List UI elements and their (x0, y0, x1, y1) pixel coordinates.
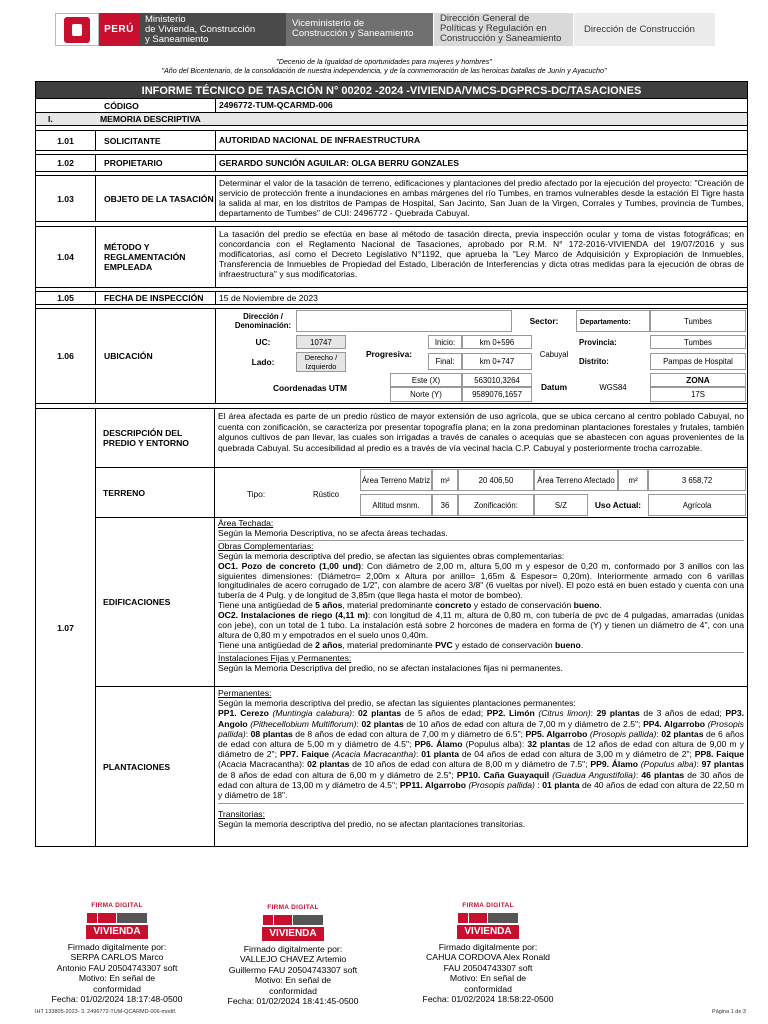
instalaciones-text: Según la Memoria Descriptiva del predio, no se afectan instalaciones fijas ni permanentes. (218, 662, 563, 673)
descripcion-label: DESCRIPCIÓN DEL PREDIO Y ENTORNO (95, 409, 215, 467)
datum-value: WGS84 (599, 383, 627, 392)
departamento-label: Departamento: (576, 310, 650, 332)
uc-label: UC: (255, 336, 271, 347)
propietario-value: GERARDO SUNCIÓN AGUILAR: OLGA BERRU GONZALES (219, 157, 459, 168)
coordenadas-label: Coordenadas UTM (273, 382, 347, 393)
altitud-label: Altitud msnm. (360, 494, 432, 516)
uc-value: 10747 (296, 335, 346, 349)
oc2-age: Tiene una antigüedad de 2 años, material predominante PVC y estado de conservación bueno. (218, 641, 744, 653)
datum-label: Datum (540, 382, 568, 392)
section-107-num: 1.07 (35, 408, 96, 847)
sector-label: Sector: (529, 315, 559, 326)
row-plantaciones (95, 687, 748, 847)
progresiva-label: Progresiva: (365, 348, 413, 359)
section-header (35, 113, 748, 126)
objeto-value: Determinar el valor de la tasación de terreno, edificaciones y plantaciones del predio afectado por la ejecución del proyecto: "Creación de servicio de protección frente a inundaciones en ambas márgenes del río Tumbes, en tramos vulnerables desde la estación El Tigre hasta la salida al mar, en los distritos de Pampas de Hospital, San Jacinto, San Juan de la Virgen, Corrales y Tumbes, provincia de Tumbes, departamento de Tumbes" de CUI: 2496772 - Quebrada Cabuyal. (219, 178, 744, 219)
permanentes-intro: Según la memoria descriptiva del predio, se afectan las siguientes plantaciones permanentes: (218, 698, 576, 709)
zonificacion-label: Zonificación: (458, 494, 534, 516)
instalaciones-title: Instalaciones Fijas y Permanentes: (218, 652, 352, 663)
area-afectado-label: Área Terreno Afectado (534, 469, 618, 491)
terreno-label: TERRENO (95, 468, 215, 517)
provincia-value: Tumbes (650, 335, 746, 349)
techada-text: Según la Memoria Descriptiva, no se afecta áreas techadas. (218, 529, 744, 541)
row-solicitante: 1.01 SOLICITANTE AUTORIDAD NACIONAL DE INFRAESTRUCTURA (35, 130, 748, 151)
area-matriz-label: Área Terreno Matriz (360, 469, 432, 491)
transitorias-title: Transitorias: (218, 809, 265, 820)
firma-digital-logo-icon: FIRMA DIGITAL VIVIENDA (457, 901, 519, 939)
institutional-banner (55, 13, 715, 46)
oc2-paragraph: OC2. Instalaciones de riego (4,11 m): con longitud de 4,11 m, altura de 0,80 m, con tubería de pvc de 4 pulgadas, amarradas (unidas con jebe), con un total de 1 tubo. La instalación está sobre 2 horcones de madera en forma de (Y) y tienen un diámetro de 4", con una altura de 0,80 m y empotrados en el suelo unos 0,40m. (218, 610, 744, 640)
final-label: Final: (428, 353, 462, 370)
section-title: MEMORIA DESCRIPTIVA (100, 113, 201, 124)
tipo-value: Rústico (313, 489, 339, 499)
zona-label: ZONA (650, 373, 746, 387)
plantaciones-label: PLANTACIONES (95, 687, 215, 846)
row-descripcion (95, 408, 748, 468)
inicio-label: Inicio: (428, 335, 462, 349)
techada-title: Área Techada: (218, 518, 274, 528)
firma-digital-logo-icon: FIRMA DIGITAL VIVIENDA (262, 903, 324, 941)
zona-value: 17S (650, 387, 746, 402)
provincia-label: Provincia: (579, 337, 617, 347)
norte-value: 9589076,1657 (462, 387, 532, 402)
final-value: km 0+747 (462, 353, 532, 370)
row-objeto: 1.03 OBJETO DE LA TASACIÓN Determinar el valor de la tasación de terreno, edificaciones y plantaciones del predio afectado por la ejecución del proyecto: "Creación de servicio de protección frente a inundaciones en ambas márgenes del río Tumbes, en tramos vulnerables desde la estación El Tigre hasta la salida al mar, en los distritos de Pampas de Hospital, San Jacinto, San Juan de la Virgen, Corrales y Tumbes, provincia de Tumbes, departamento de Tumbes" de CUI: 2496772 - Quebrada Cabuyal. (35, 175, 748, 222)
uso-value: Agrícola (648, 494, 746, 516)
permanentes-title: Permanentes: (218, 688, 272, 698)
area-afectado-unit: m² (618, 469, 648, 491)
distrito-value: Pampas de Hospital (650, 353, 746, 370)
fecha-value: 15 de Noviembre de 2023 (219, 292, 318, 303)
tipo-label: Tipo: (246, 488, 266, 499)
oc1-paragraph: OC1. Pozo de concreto (1,00 und): Con diámetro de 2,00 m, altura 5,00 m y espesor de 0,20 m, conformado por 3 anillos con las siguientes dimensiones: (Diámetro= 2,00m x Altura por anillo= 1,65m & Espesor= 0,20m). Interiormente armado con 6 varillas longitudinales de acero corrugado de 1/2", con alambre de acero 3/8" (6 vueltas por nivel). El pozo está en buen estado y cuenta con una tubería de 4 Pulg. y de longitud de 3,85m (que llega hasta el motor de bombeo). (218, 560, 745, 601)
codigo-value: 2496772-TUM-QCARMD-006 (219, 100, 333, 111)
direccion-general-label: Dirección General de Políticas y Regulación en Construcción y Saneamiento (433, 13, 573, 46)
row-metodo: 1.04 MÉTODO Y REGLAMENTACIÓN EMPLEADA La tasación del predio se efectúa en base al método de tasación directa, previa inspección ocular y toma de vistas fotográficas; en concordancia con el Reglamento Nacional de Tasaciones, aprobado por R.M. N° 172-2016-VIVIENDA del 19/07/2016 y sus modificatorias, así como el Decreto Legislativo N°1192, que aprueba la "Ley Marco de Adquisición y Expropiación de Inmuebles, Transferencia de Inmuebles de Propiedad del Estado, Liberación de Interferencias y dicta otras medidas para la ejecución de obras de infraestructura" y sus modificatorias. (35, 226, 748, 288)
decade-motto: "Decenio de la Igualdad de oportunidades para mujeres y hombres" "Año del Bicentenario, de la consolidación de nuestra independencia, y de la conmemoración de las heroicas batallas de Junín y Ayacucho" (161, 57, 607, 75)
area-matriz-unit: m² (432, 469, 458, 491)
descripcion-value: El área afectada es parte de un predio rústico de mayor extensión de uso agrícola, que se ubica cercano al centro poblado Cabuyal, no cuenta con zonificación, se caracteriza por presentar topografía plana; en la zona predominan plantaciones forestales y frutales, también algunos cultivos de pan llevar, las cuales son irrigadas a través de canales o acequias que se abastecen con aguas provenientes de la quebrada Cabuyal. Su accesibilidad al predio es a través de vía vecinal hacia C.P. Cabuyal y posteriormente trocha carrozable. (218, 411, 744, 453)
row-ubicacion: 1.06 UBICACIÓN (35, 308, 748, 404)
section-num: I. (48, 114, 53, 124)
codigo-row (35, 99, 748, 113)
codigo-label: CÓDIGO (96, 99, 216, 112)
zonificacion-value: S/Z (534, 494, 588, 516)
sector-value: Cabuyal (539, 349, 569, 359)
direccion-label: Dirección / Denominación: (234, 312, 292, 330)
firma-digital-logo-icon: FIRMA DIGITAL VIVIENDA (86, 901, 148, 939)
ubicacion-label: UBICACIÓN (96, 309, 216, 403)
transitorias-text: Según la memoria descriptiva del predio, no se afectan plantaciones transitorias. (218, 819, 526, 830)
lado-label: Lado: (251, 356, 275, 367)
viceministerio-label: Viceministerio de Construcción y Saneamiento (286, 13, 433, 46)
este-value: 563010,3264 (462, 373, 532, 387)
report-title: INFORME TÉCNICO DE TASACIÓN N° 00202 -2024 -VIVIENDA/VMCS-DGPRCS-DC/TASACIONES (35, 81, 748, 99)
objeto-label: OBJETO DE LA TASACIÓN (96, 176, 216, 221)
propietario-label: PROPIETARIO (96, 155, 216, 171)
fecha-label: FECHA DE INSPECCIÓN (96, 292, 216, 304)
oc-title: Obras Complementarias: (218, 540, 314, 551)
direccion-value (296, 310, 512, 332)
page-number: Página 1 de 3 (712, 1009, 746, 1015)
signature-block-1: FIRMA DIGITAL VIVIENDA Firmado digitalmente por: SERPA CARLOS Marco Antonio FAU 20504743307 soft Motivo: En señal de conformidad Fecha: 01/02/2024 18:17:48-0500 (51, 902, 183, 1004)
uso-label: Uso Actual: (594, 499, 642, 510)
ministerio-label: Ministerio de Vivienda, Construcción y Saneamiento (139, 13, 286, 46)
national-shield-icon (55, 13, 99, 46)
row-propietario: 1.02 PROPIETARIO GERARDO SUNCIÓN AGUILAR: OLGA BERRU GONZALES (35, 154, 748, 172)
permanentes-text: PP1. Cerezo (Muntingia calabura): 02 plantas de 5 años de edad; PP2. Limón (Citrus limon): 29 plantas de 3 años de edad; PP3. Angolo (Pithecellobium Multiflorum): 02 plantas de 10 años de edad con altura de 7,00 m y diámetro de 2.5"; PP4. Algarrobo (Prosopis pallida): 08 plantas de 8 años de edad con altura de 7,00 m y diámetro de 6.5"; PP5. Algarrobo (Prosopis pallida): 02 plantas de 6 años de edad con altura de 5,00 m y diámetro de 4.5"; PP6. Álamo (Populus alba): 32 plantas de 12 años de edad con altura de 9,00 m y diámetro de 2"; PP7. Faique (Acacia Macracantha): 01 planta de 04 años de edad con altura de 3,00 m y diámetro de 2"; PP8. Faique (Acacia Macracantha): 02 plantas de 10 años de edad con altura de 8,00 m y diámetro de 7.5"; PP9. Álamo (Populus alba): 97 plantas de 8 años de edad con altura de 6,00 m y diámetro de 2.5"; PP10. Caña Guayaquil (Guadua Angustifolia): 46 plantas de 30 años de edad con altura de 13,00 m y diámetro de 4.5"; PP11. Algarrobo (Prosopis pallida) : 01 planta de 40 años de edad con altura de 22,50 m y diámetro de 18". (218, 708, 744, 804)
footer-reference: IHT 133805-2023- 3. 2496772-TUM-QCARMD-006-modif. (35, 1009, 177, 1015)
signature-block-2: FIRMA DIGITAL VIVIENDA Firmado digitalmente por: VALLEJO CHAVEZ Artemio Guillermo FAU 20504743307 soft Motivo: En señal de conformidad Fecha: 01/02/2024 18:41:45-0500 (227, 904, 359, 1006)
oc-intro: Según la memoria descriptiva del predio, se afectan las siguientes obras complementarias: (218, 550, 565, 561)
direccion-construccion-label: Dirección de Construcción (573, 13, 715, 46)
row-edificaciones (95, 518, 748, 687)
signature-block-3: FIRMA DIGITAL VIVIENDA Firmado digitalmente por: CAHUA CORDOVA Alex Ronald FAU 20504743307 soft Motivo: En señal de conformidad Fecha: 01/02/2024 18:58:22-0500 (422, 902, 554, 1004)
edificaciones-label: EDIFICACIONES (95, 518, 215, 686)
oc1-age: Tiene una antigüedad de 5 años, material predominante concreto y estado de conservación bueno. (218, 600, 602, 611)
distrito-label: Distrito: (579, 357, 609, 366)
row-fecha-inspeccion: 1.05 FECHA DE INSPECCIÓN 15 de Noviembre de 2023 (35, 291, 748, 305)
lado-value: Derecho / Izquierdo (296, 352, 346, 372)
inicio-value: km 0+596 (462, 335, 532, 349)
este-label: Este (X) (390, 373, 462, 387)
area-afectado-value: 3 658,72 (648, 469, 746, 491)
altitud-value: 36 (432, 494, 458, 516)
peru-label: PERÚ (99, 13, 139, 46)
area-matriz-value: 20 406,50 (458, 469, 534, 491)
metodo-value: La tasación del predio se efectúa en base al método de tasación directa, previa inspección ocular y toma de vistas fotográficas; en concordancia con el Reglamento Nacional de Tasaciones, aprobado por R.M. N° 172-2016-VIVIENDA del 19/07/2016 y sus modificatorias, así como el Decreto Legislativo N°1192, que aprueba la "Ley Marco de Adquisición y Expropiación de Inmuebles, Transferencia de Inmuebles de Propiedad del Estado, Liberación de Interferencias y dicta otras medidas para la ejecución de obras de infraestructura" y sus modificatorias. (219, 229, 744, 280)
solicitante-label: SOLICITANTE (96, 131, 216, 150)
norte-label: Norte (Y) (390, 387, 462, 402)
departamento-value: Tumbes (650, 310, 746, 332)
metodo-label: MÉTODO Y REGLAMENTACIÓN EMPLEADA (96, 227, 216, 287)
solicitante-value: AUTORIDAD NACIONAL DE INFRAESTRUCTURA (219, 135, 421, 146)
